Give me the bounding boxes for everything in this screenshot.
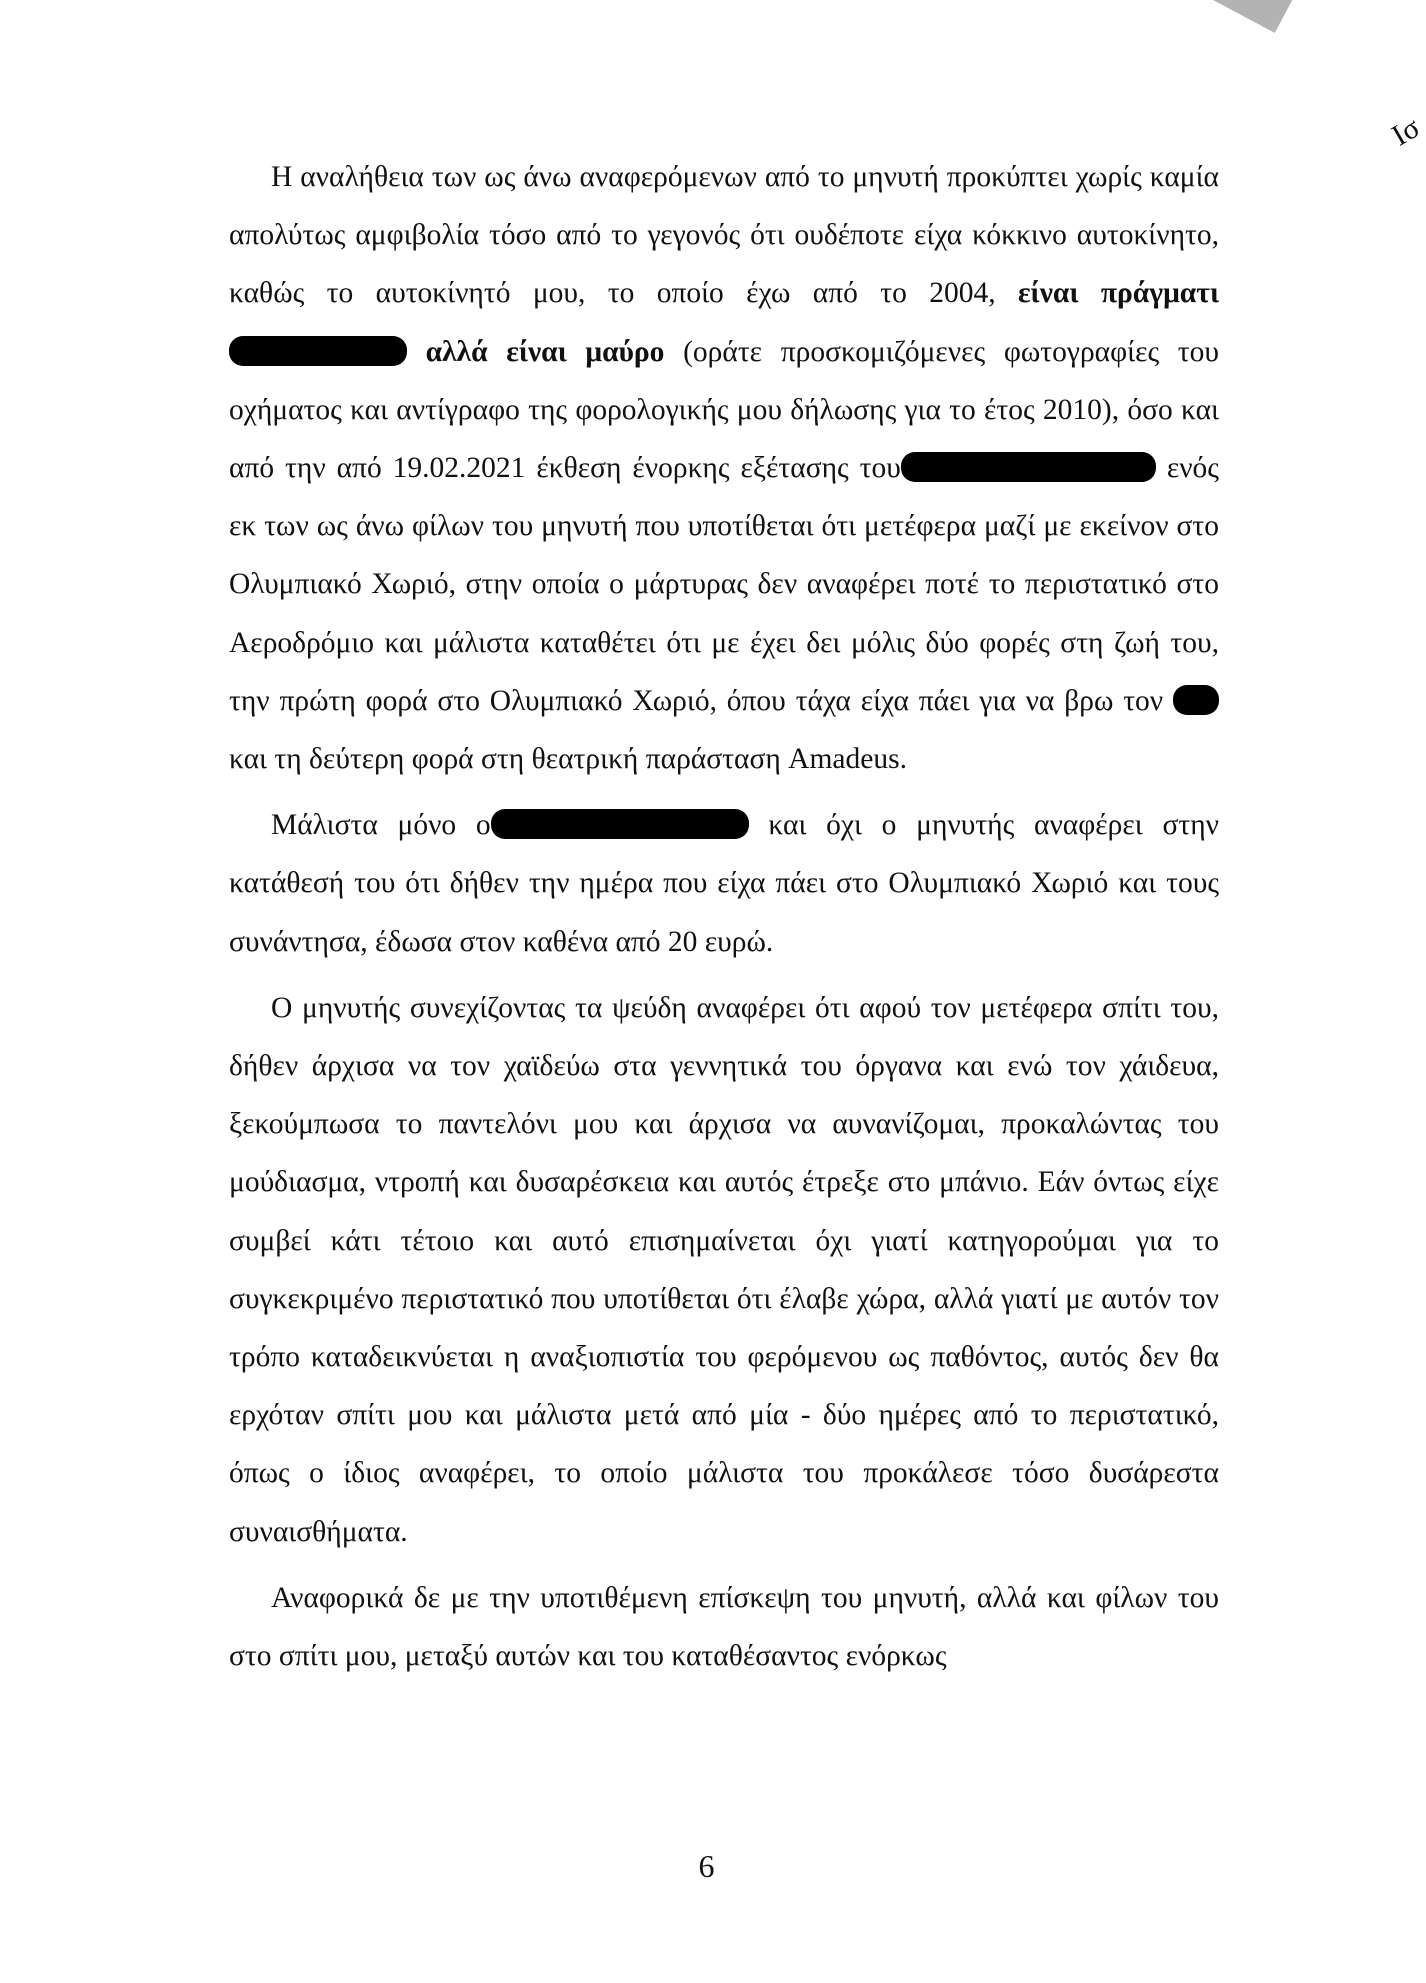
paragraph-1-bold-b: αλλά είναι μαύρο xyxy=(425,335,665,368)
redaction-mark xyxy=(491,809,749,839)
paragraph-1-bold-a: είναι πράγματι xyxy=(1017,277,1220,310)
paragraph-3 xyxy=(229,979,1219,1561)
redaction-mark xyxy=(901,452,1156,482)
redaction-mark xyxy=(229,336,407,366)
paragraph-2-text-b: και όχι ο μηνυτής αναφέρει στην κατάθεσή του ότι δήθεν την ημέρα που είχα πάει στο Ολυμπιακό Χωριό και τους συνάντησα, έδωσα στον καθένα από 20 ευρώ. xyxy=(229,809,1219,958)
redaction-mark xyxy=(1173,685,1219,715)
page-corner-fold xyxy=(1213,0,1303,33)
paragraph-4 xyxy=(229,1569,1219,1685)
paragraph-1-text-b: (οράτε προσκομιζόμενες φωτογραφίες του οχήματος και αντίγραφο της φορολογικής μου δήλωσης για το έτος 2010), όσο και από την από 19.02.2021 έκθεση ένορκης εξέτασης του xyxy=(229,335,1220,485)
paragraph-2-text-a: Μάλιστα μόνο ο xyxy=(271,809,491,842)
paragraph-3-text: Ο μηνυτής συνεχίζοντας τα ψεύδη αναφέρει ότι αφού τον μετέφερα σπίτι του, δήθεν άρχισα να τον χαϊδεύω στα γεννητικά του όργανα και ενώ τον χάιδευα, ξεκούμπωσα το παντελόνι μου και άρχισα να αυνανίζομαι, προκαλώντας του μούδιασμα, ντροπή και δυσαρέσκεια και αυτός έτρεξε στο μπάνιο. Εάν όντως είχε συμβεί κάτι τέτοιο και αυτό επισημαίνεται όχι γιατί κατηγορούμαι για το συγκεκριμένο περιστατικό που υποτίθεται ότι έλαβε χώρα, αλλά γιατί με αυτόν τον τρόπο καταδεικνύεται η αναξιοπιστία του φερόμενου ως παθόντος, αυτός δεν θα ερχόταν σπίτι μου και μάλιστα μετά από μία - δύο ημέρες από το περιστατικό, όπως ο ίδιος αναφέρει, το οποίο μάλιστα του προκάλεσε τόσο δυσάρεστα συναισθήματα. xyxy=(229,991,1219,1548)
paragraph-1-text-d: και τη δεύτερη φορά στη θεατρική παράσταση Amadeus. xyxy=(229,743,907,776)
margin-note: Ισ xyxy=(1386,110,1426,153)
paragraph-1 xyxy=(229,148,1219,788)
paragraph-1-text-c: ενός εκ των ως άνω φίλων του μηνυτή που υποτίθεται ότι μετέφερα μαζί με εκείνον στο Ολυμπιακό Χωριό, στην οποία ο μάρτυρας δεν αναφέρει ποτέ το περιστατικό στο Αεροδρόμιο και μάλιστα καταθέτει ότι με έχει δει μόλις δύο φορές στη ζωή του, την πρώτη φορά στο Ολυμπιακό Χωριό, όπου τάχα είχα πάει για να βρω τον xyxy=(229,452,1219,717)
paragraph-1-text-a: Η αναλήθεια των ως άνω αναφερόμενων από το μηνυτή προκύπτει χωρίς καμία απολύτως αμφιβολία τόσο από το γεγονός ότι ουδέποτε είχα κόκκινο αυτοκίνητο, καθώς το αυτοκίνητό μου, το οποίο έχω από το 2004, xyxy=(229,161,1219,310)
paragraph-4-text: Αναφορικά δε με την υποτιθέμενη επίσκεψη του μηνυτή, αλλά και φίλων του στο σπίτι μου, μεταξύ αυτών και του καταθέσαντος ενόρκως xyxy=(229,1581,1219,1673)
paragraph-2 xyxy=(229,796,1219,971)
document-body xyxy=(229,148,1219,1693)
page-number: 6 xyxy=(698,1848,715,1884)
